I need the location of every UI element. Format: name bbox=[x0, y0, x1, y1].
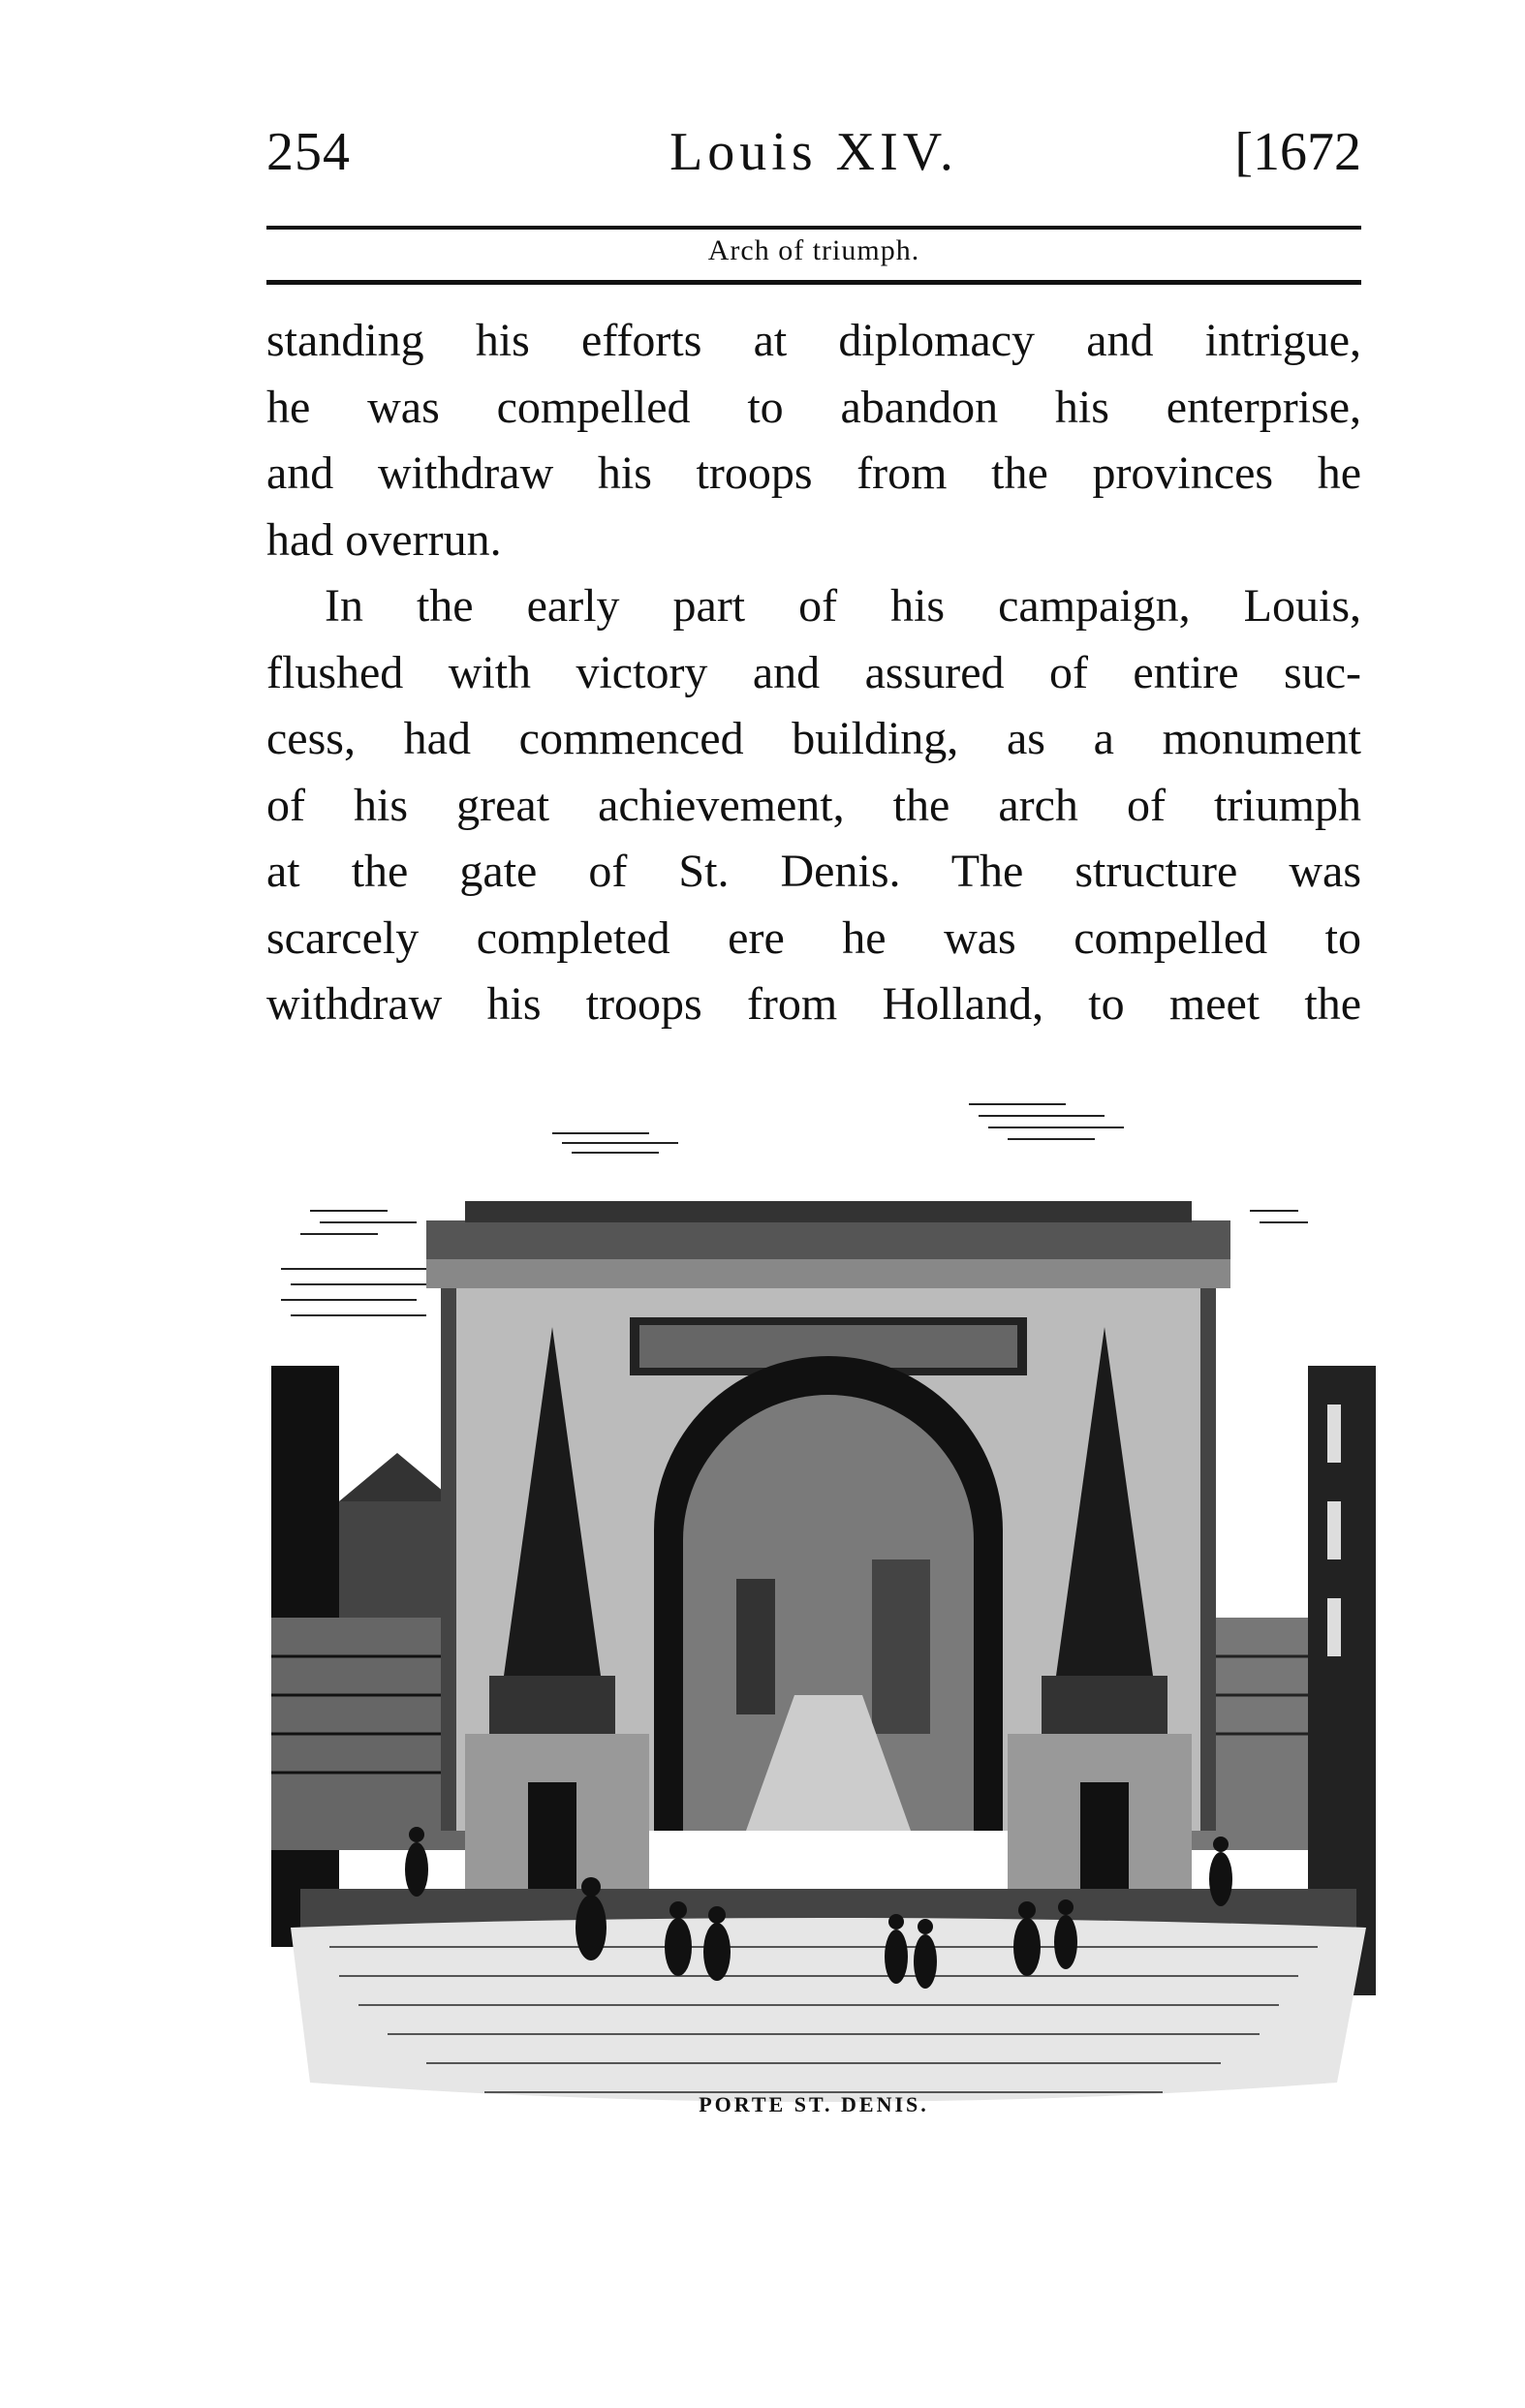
running-title: Louis XIV. bbox=[669, 122, 958, 182]
text-line: flushed with victory and assured of entire suc- bbox=[266, 646, 1361, 698]
header-rule-bottom bbox=[266, 280, 1361, 285]
illustration-caption: PORTE ST. DENIS. bbox=[699, 2092, 929, 2116]
text-line: he was compelled to abandon his enterprise, bbox=[266, 381, 1361, 433]
text-line: had overrun. bbox=[266, 513, 502, 566]
text-line: and withdraw his troops from the provinces he bbox=[266, 448, 1361, 499]
header-rule-top bbox=[266, 226, 1361, 230]
body-text bbox=[266, 308, 1361, 1038]
text-line: withdraw his troops from Holland, to meet the bbox=[266, 978, 1361, 1030]
text-line: at the gate of St. Denis. The structure was bbox=[266, 846, 1361, 897]
page-number: 254 bbox=[266, 122, 351, 182]
text-line: cess, had commenced building, as a monument bbox=[266, 713, 1361, 764]
running-header bbox=[266, 121, 1361, 199]
text-line: standing his efforts at diplomacy and intrigue, bbox=[266, 315, 1361, 366]
header-year: [1672 bbox=[1234, 122, 1361, 182]
text-line: In the early part of his campaign, Louis, bbox=[325, 580, 1361, 632]
porte-st-denis-engraving bbox=[271, 1075, 1376, 2131]
text-line: of his great achievement, the arch of triumph bbox=[266, 779, 1361, 831]
section-subheading: Arch of triumph. bbox=[707, 234, 920, 266]
text-line: scarcely completed ere he was compelled to bbox=[266, 911, 1361, 964]
